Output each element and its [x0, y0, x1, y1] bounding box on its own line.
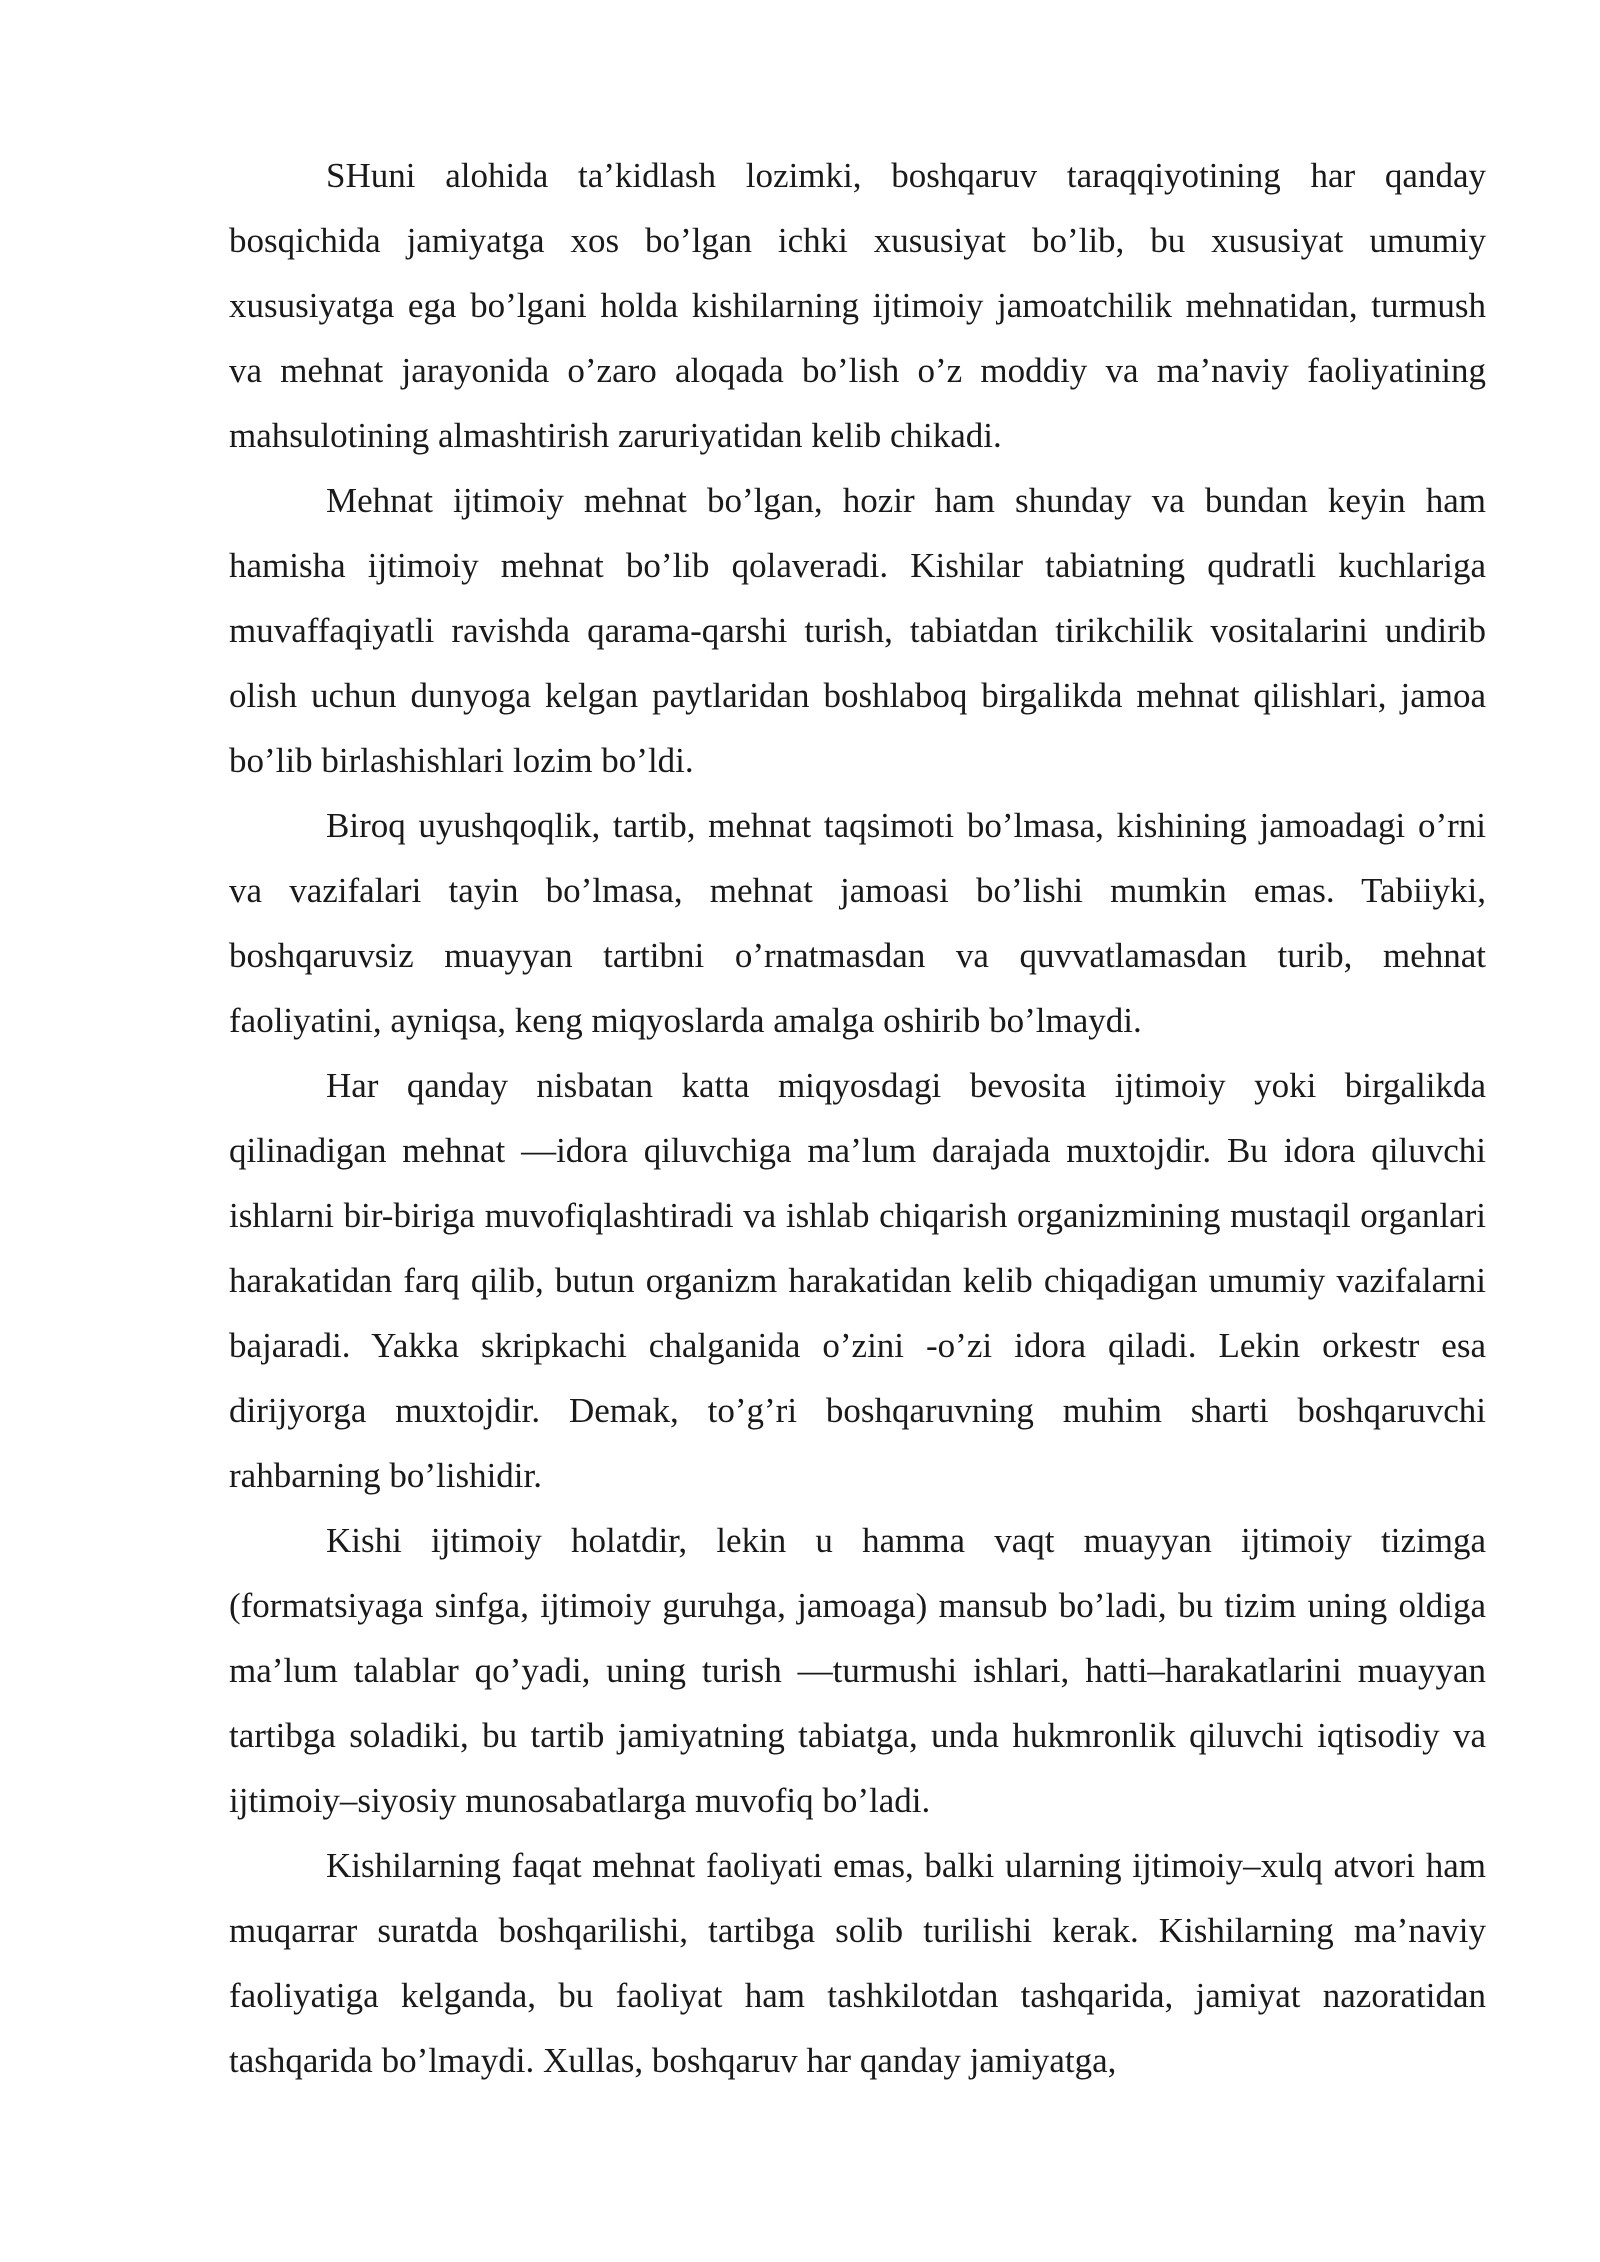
paragraph: Mehnat ijtimoiy mehnat bo’lgan, hozir ham shunday va bundan keyin ham hamisha ijtimoiy mehnat bo’lib qolaveradi. Kishilar tabiatning qudratli kuchlariga muvaffaqiyatli ravishda qarama-qarshi turish, tabiatdan tirikchilik vositalarini undirib olish uchun dunyoga kelgan paytlaridan boshlaboq birgalikda mehnat qilishlari, jamoa bo’lib birlashishlari lozim bo’ldi.: [229, 481, 1486, 780]
paragraph: Kishi ijtimoiy holatdir, lekin u hamma vaqt muayyan ijtimoiy tizimga (formatsiyaga sinfga, ijtimoiy guruhga, jamoaga) mansub bo’ladi, bu tizim uning oldiga ma’lum talablar qo’yadi, uning turish —turmushi ishlari, hatti–harakatlarini muayyan tartibga soladiki, bu tartib jamiyatning tabiatga, unda hukmronlik qiluvchi iqtisodiy va ijtimoiy–siyosiy munosabatlarga muvofiq bo’ladi.: [229, 1521, 1486, 1820]
paragraph: Har qanday nisbatan katta miqyosdagi bevosita ijtimoiy yoki birgalikda qilinadigan mehnat —idora qiluvchiga ma’lum darajada muxtojdir. Bu idora qiluvchi ishlarni bir-biriga muvofiqlashtiradi va ishlab chiqarish organizmining mustaqil organlari harakatidan farq qilib, butun organizm harakatidan kelib chiqadigan umumiy vazifalarni bajaradi. Yakka skripkachi chalganida o’zini -o’zi idora qiladi. Lekin orkestr esa dirijyorga muxtojdir. Demak, to’g’ri boshqaruvning muhim sharti boshqaruvchi rahbarning bo’lishidir.: [229, 1066, 1486, 1495]
paragraph: Kishilarning faqat mehnat faoliyati emas, balki ularning ijtimoiy–xulq atvori ham muqarrar suratda boshqarilishi, tartibga solib turilishi kerak. Kishilarning ma’naviy faoliyatiga kelganda, bu faoliyat ham tashkilotdan tashqarida, jamiyat nazoratidan tashqarida bo’lmaydi. Xullas, boshqaruv har qanday jamiyatga,: [229, 1846, 1486, 2080]
paragraph: SHuni alohida ta’kidlash lozimki, boshqaruv taraqqiyotining har qanday bosqichida jamiyatga xos bo’lgan ichki xususiyat bo’lib, bu xususiyat umumiy xususiyatga ega bo’lgani holda kishilarning ijtimoiy jamoatchilik mehnatidan, turmush va mehnat jarayonida o’zaro aloqada bo’lish o’z moddiy va ma’naviy faoliyatining mahsulotining almashtirish zaruriyatidan kelib chikadi.: [229, 156, 1486, 455]
body-text: [229, 143, 1486, 2093]
paragraph: Biroq uyushqoqlik, tartib, mehnat taqsimoti bo’lmasa, kishining jamoadagi o’rni va vazifalari tayin bo’lmasa, mehnat jamoasi bo’lishi mumkin emas. Tabiiyki, boshqaruvsiz muayyan tartibni o’rnatmasdan va quvvatlamasdan turib, mehnat faoliyatini, ayniqsa, keng miqyoslarda amalga oshirib bo’lmaydi.: [229, 806, 1486, 1040]
